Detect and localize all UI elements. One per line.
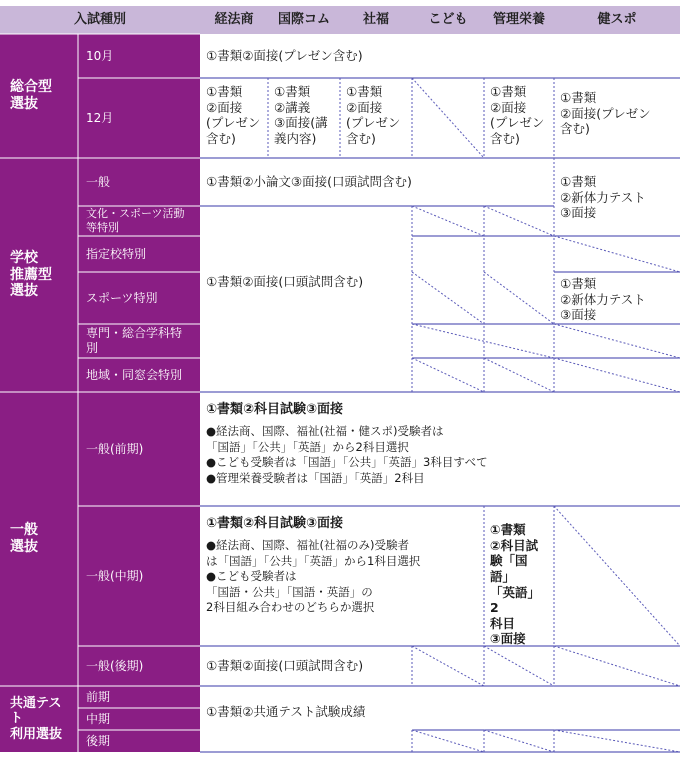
category-sogo: 総合型 選抜 <box>0 34 78 158</box>
ippan-zenki-title: ①書類②科目試験③面接 <box>206 402 344 417</box>
row-label-bunka-sports: 文化・スポーツ活動等特別 <box>78 206 200 236</box>
row-label-sports: スポーツ特別 <box>78 272 200 324</box>
ippan-chuki-title: ①書類②科目試験③面接 <box>206 516 344 531</box>
suisen-common-content: ①書類②面接(口頭試問含む) <box>206 274 364 290</box>
row-label-kyotsu-chuki: 中期 <box>78 708 200 730</box>
header-col-keihosho: 経法商 <box>200 6 268 34</box>
sogo-dec-keihosho: ①書類 ②面接 (プレゼン 含む) <box>206 84 261 146</box>
sogo-dec-kokusai: ①書類 ②講義 ③面接(講 義内容) <box>274 84 328 146</box>
sogo-dec-kanri: ①書類 ②面接 (プレゼン 含む) <box>490 84 545 146</box>
row-label-kyotsu-zenki: 前期 <box>78 686 200 708</box>
kyotsu-content: ①書類②共通テスト試験成績 <box>206 704 366 720</box>
category-kyotsu: 共通テスト 利用選抜 <box>0 686 78 752</box>
row-label-chiiki: 地域・同窓会特別 <box>78 358 200 392</box>
header-col-kodomo: こども <box>412 6 484 34</box>
suisen-kensupo-a: ①書類 ②新体力テスト ③面接 <box>560 174 646 221</box>
ippan-koki-content: ①書類②面接(口頭試問含む) <box>206 658 364 674</box>
ippan-chuki-kanri: ①書類 ②科目試 験「国語」 「英語」2 科目 ③面接 <box>490 522 541 646</box>
ippan-chuki-content <box>200 506 484 646</box>
row-label-dec: 12月 <box>78 78 200 158</box>
sogo-oct-content: ①書類②面接(プレゼン含む) <box>206 48 363 64</box>
ippan-zenki-note: ●経法商、国際、福祉(社福・健スポ)受験者は 「国語」「公共」「英語」から2科目選択 ●こども受験者は「国語」「公共」「英語」3科目すべて ●管理栄養受験者は「国語」「英語」2科目 <box>206 424 488 485</box>
header-col-shafuku: 社福 <box>340 6 412 34</box>
header-col-kensupo: 健スポ <box>554 6 680 34</box>
sogo-dec-kensupo: ①書類 ②面接(プレゼン 含む) <box>560 90 651 137</box>
ippan-chuki-note: ●経法商、国際、福祉(社福のみ)受験者 は「国語」「公共」「英語」から1科目選択 ●こども受験者は 「国語・公共」「国語・英語」の 2科目組み合わせのどちらか選択 <box>206 538 421 615</box>
category-suisen: 学校 推薦型 選抜 <box>0 158 78 392</box>
header-col-kokusai: 国際コム <box>268 6 340 34</box>
row-label-suisen-ippan: 一般 <box>78 158 200 206</box>
row-label-koki: 一般(後期) <box>78 646 200 686</box>
ippan-zenki-content <box>200 392 680 506</box>
header-entry-type: 入試種別 <box>0 6 200 34</box>
row-label-shiteiko: 指定校特別 <box>78 236 200 272</box>
suisen-kensupo-b: ①書類 ②新体力テスト ③面接 <box>560 276 646 323</box>
row-label-senmon: 専門・総合学科特別 <box>78 324 200 358</box>
category-ippan: 一般 選抜 <box>0 392 78 686</box>
suisen-ippan-content: ①書類②小論文③面接(口頭試問含む) <box>206 174 412 190</box>
row-label-chuki: 一般(中期) <box>78 506 200 646</box>
row-label-zenki: 一般(前期) <box>78 392 200 506</box>
header-col-kanri: 管理栄養 <box>484 6 554 34</box>
row-label-kyotsu-koki: 後期 <box>78 730 200 752</box>
sogo-dec-shafuku: ①書類 ②面接 (プレゼン 含む) <box>346 84 401 146</box>
row-label-oct: 10月 <box>78 34 200 78</box>
